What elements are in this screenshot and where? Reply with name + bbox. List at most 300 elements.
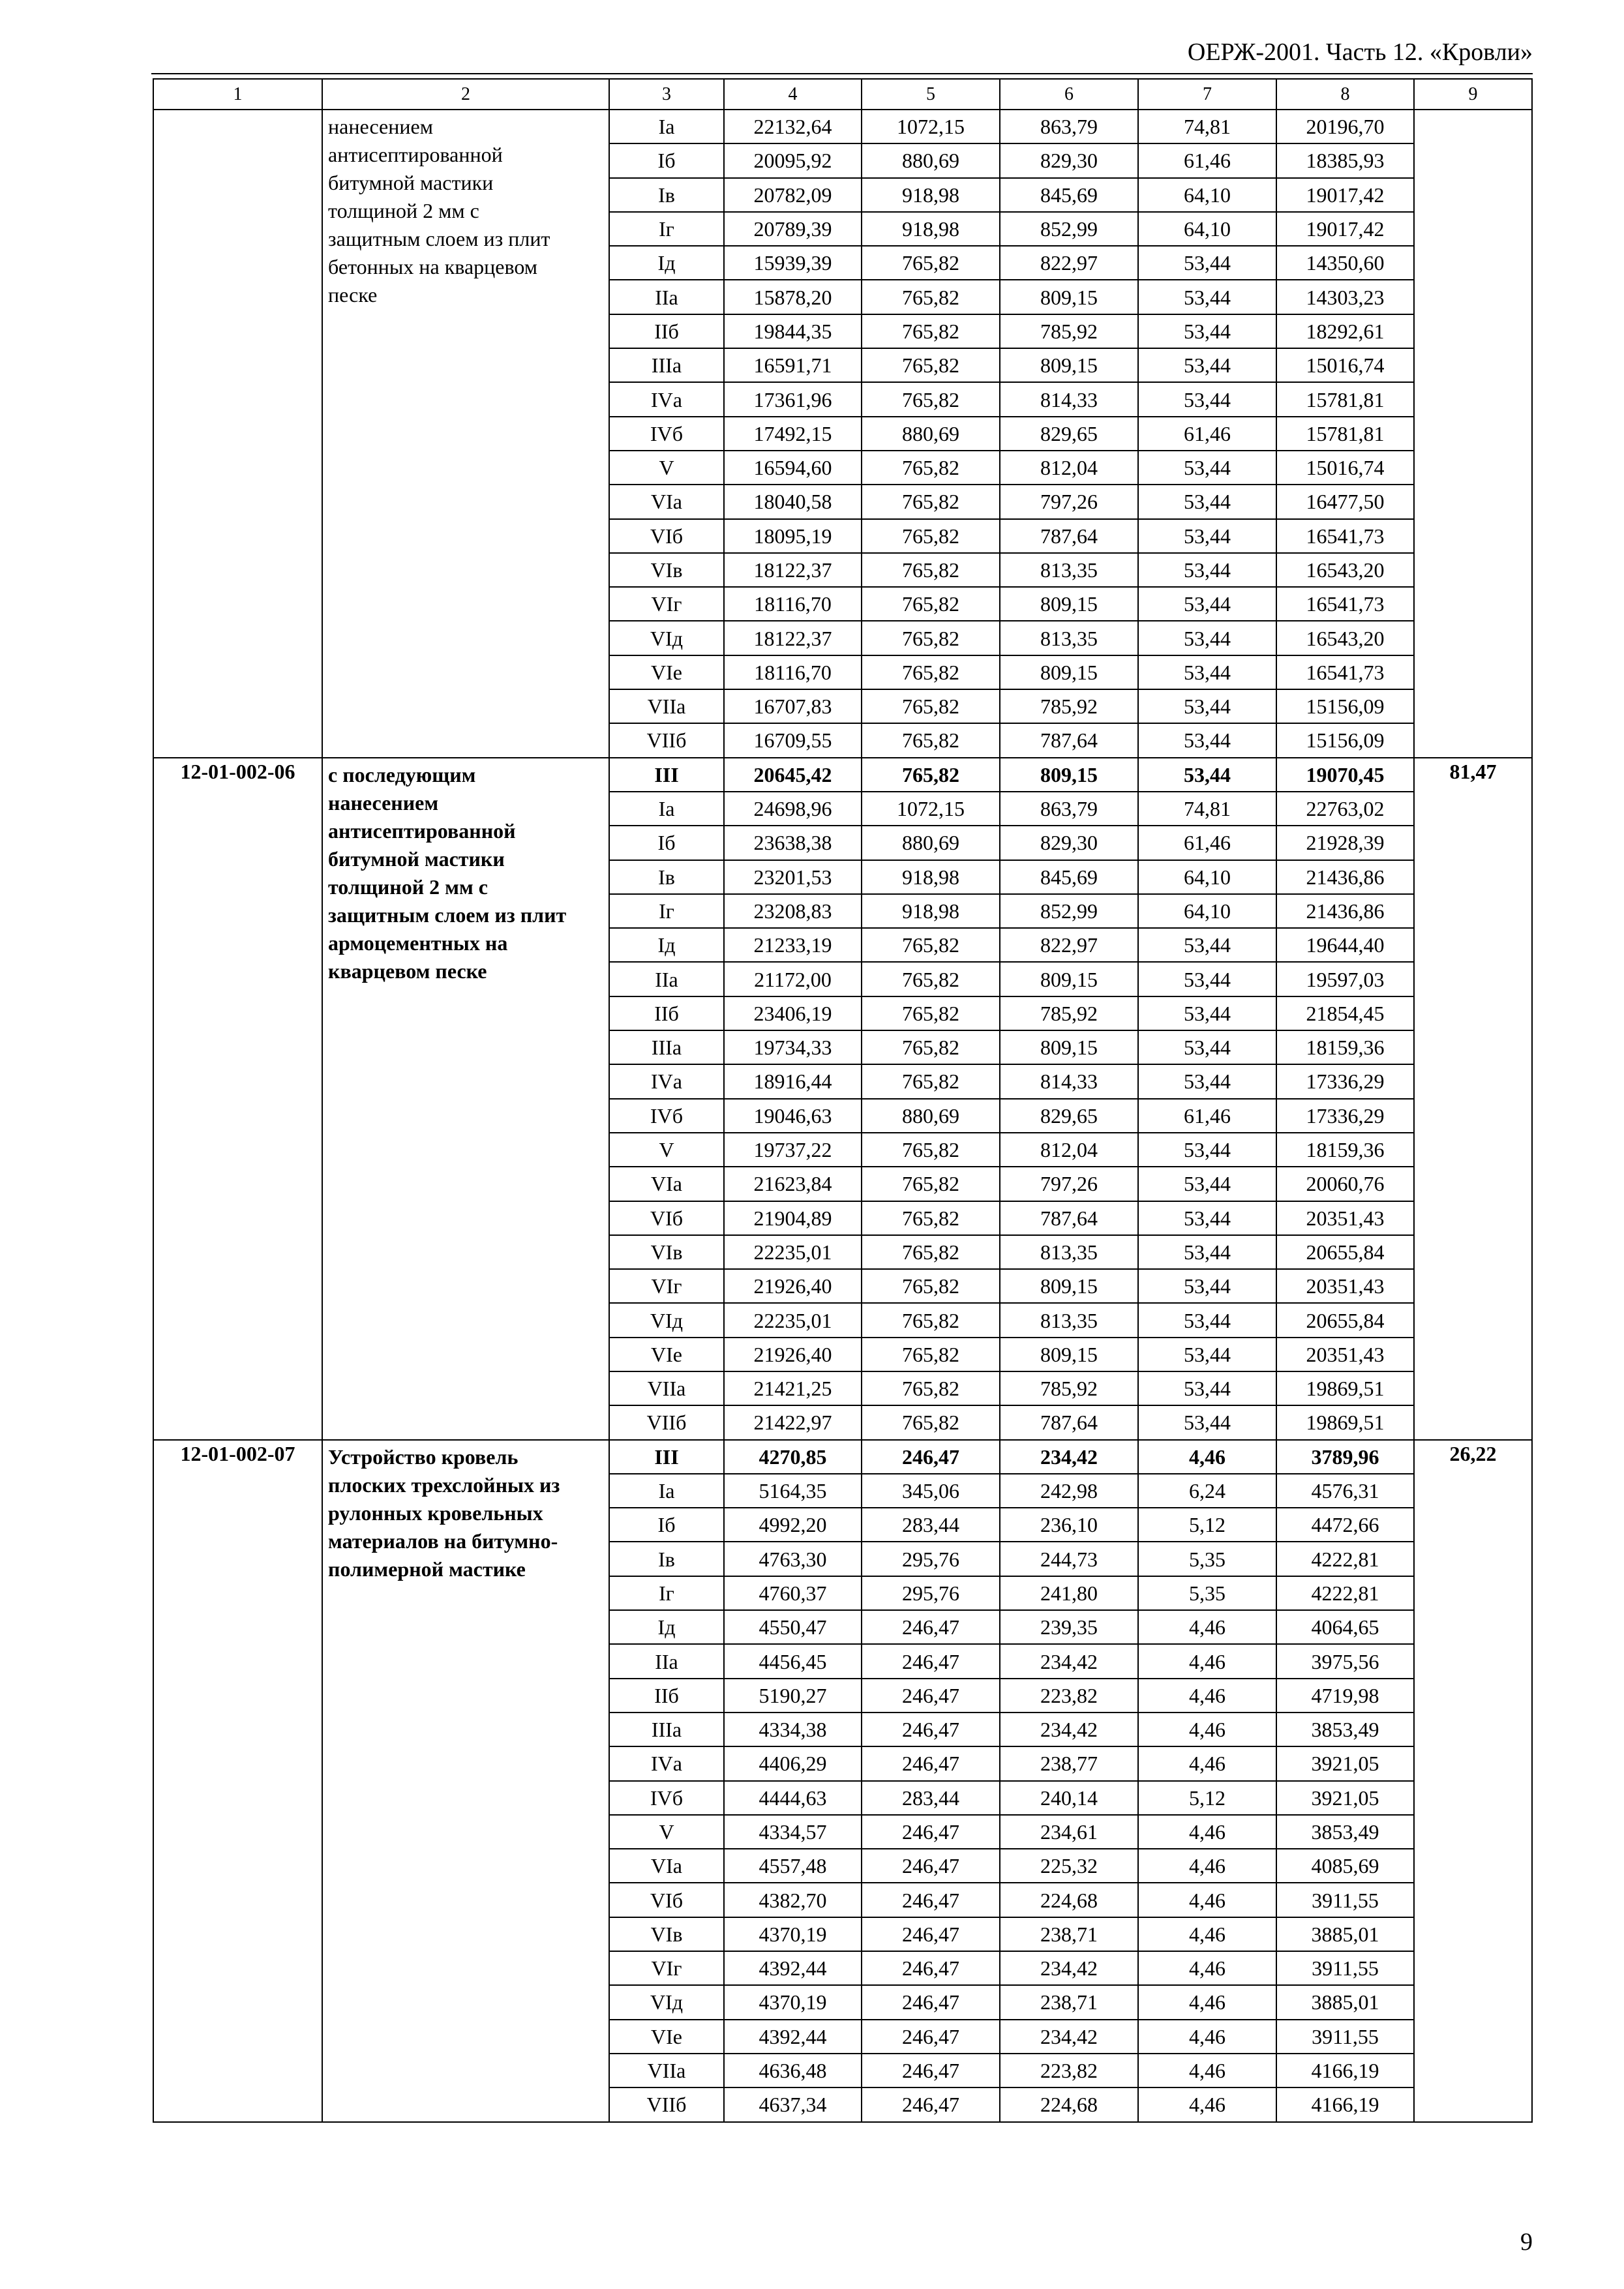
machines-cell: 242,98 — [1000, 1474, 1138, 1508]
machinists-wages-cell: 53,44 — [1138, 1338, 1276, 1371]
column-number: 9 — [1414, 79, 1532, 110]
total-cost-cell: 5190,27 — [724, 1679, 862, 1713]
total-cost-cell: 18916,44 — [724, 1064, 862, 1098]
wages-cell: 765,82 — [862, 723, 1000, 757]
materials-cell: 19017,42 — [1276, 212, 1414, 246]
wages-cell: 765,82 — [862, 382, 1000, 416]
total-cost-cell: 21172,00 — [724, 962, 862, 996]
materials-cell: 3911,55 — [1276, 1951, 1414, 1985]
zone-cell: VIIа — [609, 2054, 724, 2087]
wages-cell: 765,82 — [862, 689, 1000, 723]
zone-cell: IVа — [609, 1064, 724, 1098]
zone-cell: V — [609, 451, 724, 485]
machines-cell: 234,42 — [1000, 1644, 1138, 1678]
work-description: Устройство кровель плоских трехслойных из рулонных кровельных материалов на битумно- полимерной мастике — [322, 1440, 609, 2122]
machinists-wages-cell: 4,46 — [1138, 1917, 1276, 1951]
machinists-wages-cell: 53,44 — [1138, 314, 1276, 348]
materials-cell: 4222,81 — [1276, 1542, 1414, 1576]
materials-cell: 21436,86 — [1276, 894, 1414, 928]
machinists-wages-cell: 4,46 — [1138, 1610, 1276, 1644]
materials-cell: 20655,84 — [1276, 1303, 1414, 1337]
machines-cell: 785,92 — [1000, 689, 1138, 723]
zone-cell: Iд — [609, 1610, 724, 1644]
machines-cell: 236,10 — [1000, 1508, 1138, 1542]
labor-cost-cell: 26,22 — [1414, 1440, 1532, 2122]
materials-cell: 4719,98 — [1276, 1679, 1414, 1713]
machinists-wages-cell: 53,44 — [1138, 1064, 1276, 1098]
machinists-wages-cell: 53,44 — [1138, 723, 1276, 757]
wages-cell: 345,06 — [862, 1474, 1000, 1508]
wages-cell: 880,69 — [862, 417, 1000, 451]
machinists-wages-cell: 5,35 — [1138, 1542, 1276, 1576]
zone-cell: VIIб — [609, 2087, 724, 2121]
machines-cell: 244,73 — [1000, 1542, 1138, 1576]
wages-cell: 1072,15 — [862, 110, 1000, 143]
machinists-wages-cell: 61,46 — [1138, 826, 1276, 860]
total-cost-cell: 22235,01 — [724, 1303, 862, 1337]
materials-cell: 18159,36 — [1276, 1030, 1414, 1064]
machinists-wages-cell: 64,10 — [1138, 212, 1276, 246]
total-cost-cell: 4636,48 — [724, 2054, 862, 2087]
machines-cell: 814,33 — [1000, 1064, 1138, 1098]
wages-cell: 246,47 — [862, 1679, 1000, 1713]
zone-cell: VIе — [609, 655, 724, 689]
total-cost-cell: 17492,15 — [724, 417, 862, 451]
materials-cell: 19869,51 — [1276, 1405, 1414, 1439]
total-cost-cell: 5164,35 — [724, 1474, 862, 1508]
column-number: 6 — [1000, 79, 1138, 110]
zone-cell: VIе — [609, 1338, 724, 1371]
wages-cell: 246,47 — [862, 1985, 1000, 2019]
machines-cell: 223,82 — [1000, 1679, 1138, 1713]
materials-cell: 20351,43 — [1276, 1338, 1414, 1371]
total-cost-cell: 4406,29 — [724, 1746, 862, 1780]
total-cost-cell: 17361,96 — [724, 382, 862, 416]
machines-cell: 829,65 — [1000, 1099, 1138, 1133]
machines-cell: 809,15 — [1000, 1269, 1138, 1303]
zone-cell: IIб — [609, 314, 724, 348]
total-cost-cell: 19737,22 — [724, 1133, 862, 1167]
total-cost-cell: 4557,48 — [724, 1849, 862, 1883]
total-cost-cell: 21422,97 — [724, 1405, 862, 1439]
machinists-wages-cell: 53,44 — [1138, 1371, 1276, 1405]
zone-cell: IIIа — [609, 348, 724, 382]
total-cost-cell: 4392,44 — [724, 2020, 862, 2054]
wages-cell: 295,76 — [862, 1542, 1000, 1576]
column-number: 7 — [1138, 79, 1276, 110]
total-cost-cell: 21926,40 — [724, 1269, 862, 1303]
total-cost-cell: 4370,19 — [724, 1917, 862, 1951]
materials-cell: 4085,69 — [1276, 1849, 1414, 1883]
total-cost-cell: 18095,19 — [724, 519, 862, 553]
materials-cell: 19869,51 — [1276, 1371, 1414, 1405]
wages-cell: 918,98 — [862, 212, 1000, 246]
wages-cell: 880,69 — [862, 826, 1000, 860]
materials-cell: 15156,09 — [1276, 723, 1414, 757]
machinists-wages-cell: 53,44 — [1138, 382, 1276, 416]
wages-cell: 918,98 — [862, 894, 1000, 928]
machines-cell: 863,79 — [1000, 110, 1138, 143]
machines-cell: 809,15 — [1000, 280, 1138, 314]
zone-cell: Iд — [609, 246, 724, 280]
zone-cell: Iг — [609, 894, 724, 928]
machines-cell: 812,04 — [1000, 1133, 1138, 1167]
materials-cell: 14350,60 — [1276, 246, 1414, 280]
materials-cell: 3885,01 — [1276, 1917, 1414, 1951]
machines-cell: 785,92 — [1000, 996, 1138, 1030]
machinists-wages-cell: 53,44 — [1138, 928, 1276, 962]
machines-cell: 852,99 — [1000, 894, 1138, 928]
total-cost-cell: 4334,57 — [724, 1815, 862, 1849]
machinists-wages-cell: 53,44 — [1138, 485, 1276, 518]
rate-code: 12-01-002-07 — [153, 1440, 322, 2122]
machines-cell: 238,77 — [1000, 1746, 1138, 1780]
zone-cell: VIа — [609, 1849, 724, 1883]
wages-cell: 765,82 — [862, 1303, 1000, 1337]
zone-cell: VIе — [609, 2020, 724, 2054]
materials-cell: 16541,73 — [1276, 519, 1414, 553]
machinists-wages-cell: 4,46 — [1138, 1849, 1276, 1883]
total-cost-cell: 20645,42 — [724, 758, 862, 792]
zone-cell: Iд — [609, 928, 724, 962]
machinists-wages-cell: 5,12 — [1138, 1508, 1276, 1542]
column-number: 2 — [322, 79, 609, 110]
zone-cell: IVб — [609, 1099, 724, 1133]
machinists-wages-cell: 53,44 — [1138, 1235, 1276, 1269]
table-row — [153, 758, 1532, 792]
machines-cell: 238,71 — [1000, 1917, 1138, 1951]
total-cost-cell: 4270,85 — [724, 1440, 862, 1474]
materials-cell: 18385,93 — [1276, 143, 1414, 177]
total-cost-cell: 16594,60 — [724, 451, 862, 485]
materials-cell: 21436,86 — [1276, 860, 1414, 894]
machinists-wages-cell: 64,10 — [1138, 860, 1276, 894]
materials-cell: 3911,55 — [1276, 2020, 1414, 2054]
zone-cell: VIб — [609, 1201, 724, 1235]
column-number: 4 — [724, 79, 862, 110]
zone-cell: Iг — [609, 1576, 724, 1610]
machines-cell: 813,35 — [1000, 1235, 1138, 1269]
total-cost-cell: 16591,71 — [724, 348, 862, 382]
materials-cell: 3911,55 — [1276, 1883, 1414, 1917]
zone-cell: III — [609, 1440, 724, 1474]
materials-cell: 4166,19 — [1276, 2087, 1414, 2121]
zone-cell: VIг — [609, 1951, 724, 1985]
total-cost-cell: 19734,33 — [724, 1030, 862, 1064]
materials-cell: 16541,73 — [1276, 655, 1414, 689]
total-cost-cell: 20789,39 — [724, 212, 862, 246]
machines-cell: 863,79 — [1000, 792, 1138, 826]
work-description: нанесением антисептированной битумной мастики толщиной 2 мм с защитным слоем из плит бетонных на кварцевом песке — [322, 110, 609, 758]
total-cost-cell: 4763,30 — [724, 1542, 862, 1576]
wages-cell: 246,47 — [862, 1610, 1000, 1644]
machinists-wages-cell: 74,81 — [1138, 792, 1276, 826]
zone-cell: VIг — [609, 1269, 724, 1303]
zone-cell: VIа — [609, 485, 724, 518]
wages-cell: 246,47 — [862, 2054, 1000, 2087]
zone-cell: VIв — [609, 1235, 724, 1269]
zone-cell: IIIа — [609, 1030, 724, 1064]
zone-cell: IVб — [609, 417, 724, 451]
total-cost-cell: 4637,34 — [724, 2087, 862, 2121]
machines-cell: 797,26 — [1000, 485, 1138, 518]
machinists-wages-cell: 4,46 — [1138, 1440, 1276, 1474]
zone-cell: Iа — [609, 1474, 724, 1508]
materials-cell: 15156,09 — [1276, 689, 1414, 723]
machinists-wages-cell: 6,24 — [1138, 1474, 1276, 1508]
materials-cell: 19017,42 — [1276, 178, 1414, 212]
machines-cell: 845,69 — [1000, 178, 1138, 212]
wages-cell: 918,98 — [862, 860, 1000, 894]
labor-cost-cell — [1414, 110, 1532, 758]
zone-cell: Iв — [609, 1542, 724, 1576]
materials-cell: 18292,61 — [1276, 314, 1414, 348]
materials-cell: 3885,01 — [1276, 1985, 1414, 2019]
total-cost-cell: 22132,64 — [724, 110, 862, 143]
machines-cell: 224,68 — [1000, 1883, 1138, 1917]
machinists-wages-cell: 53,44 — [1138, 451, 1276, 485]
zone-cell: VIа — [609, 1167, 724, 1201]
total-cost-cell: 21926,40 — [724, 1338, 862, 1371]
wages-cell: 765,82 — [862, 348, 1000, 382]
wages-cell: 765,82 — [862, 314, 1000, 348]
zone-cell: VIIа — [609, 1371, 724, 1405]
machinists-wages-cell: 53,44 — [1138, 1167, 1276, 1201]
machines-cell: 813,35 — [1000, 1303, 1138, 1337]
wages-cell: 765,82 — [862, 928, 1000, 962]
wages-cell: 246,47 — [862, 1951, 1000, 1985]
zone-cell: VIIб — [609, 1405, 724, 1439]
machines-cell: 809,15 — [1000, 962, 1138, 996]
materials-cell: 20060,76 — [1276, 1167, 1414, 1201]
total-cost-cell: 18040,58 — [724, 485, 862, 518]
wages-cell: 765,82 — [862, 1269, 1000, 1303]
machinists-wages-cell: 53,44 — [1138, 1030, 1276, 1064]
wages-cell: 765,82 — [862, 1338, 1000, 1371]
rates-table — [153, 78, 1533, 2123]
total-cost-cell: 21904,89 — [724, 1201, 862, 1235]
total-cost-cell: 16707,83 — [724, 689, 862, 723]
zone-cell: III — [609, 758, 724, 792]
column-number: 3 — [609, 79, 724, 110]
labor-cost-cell: 81,47 — [1414, 758, 1532, 1440]
machines-cell: 239,35 — [1000, 1610, 1138, 1644]
zone-cell: Iа — [609, 110, 724, 143]
materials-cell: 21854,45 — [1276, 996, 1414, 1030]
materials-cell: 20655,84 — [1276, 1235, 1414, 1269]
wages-cell: 246,47 — [862, 2020, 1000, 2054]
machinists-wages-cell: 53,44 — [1138, 519, 1276, 553]
machinists-wages-cell: 53,44 — [1138, 1303, 1276, 1337]
machines-cell: 234,42 — [1000, 1713, 1138, 1746]
zone-cell: IVб — [609, 1781, 724, 1815]
zone-cell: IIа — [609, 962, 724, 996]
zone-cell: VIб — [609, 1883, 724, 1917]
zone-cell: V — [609, 1133, 724, 1167]
wages-cell: 765,82 — [862, 485, 1000, 518]
machinists-wages-cell: 53,44 — [1138, 1133, 1276, 1167]
wages-cell: 246,47 — [862, 1917, 1000, 1951]
wages-cell: 246,47 — [862, 1849, 1000, 1883]
machines-cell: 809,15 — [1000, 1338, 1138, 1371]
total-cost-cell: 4550,47 — [724, 1610, 862, 1644]
materials-cell: 15016,74 — [1276, 348, 1414, 382]
column-number: 1 — [153, 79, 322, 110]
materials-cell: 20351,43 — [1276, 1201, 1414, 1235]
machines-cell: 829,30 — [1000, 826, 1138, 860]
machinists-wages-cell: 5,35 — [1138, 1576, 1276, 1610]
machinists-wages-cell: 4,46 — [1138, 1815, 1276, 1849]
machines-cell: 785,92 — [1000, 314, 1138, 348]
machines-cell: 787,64 — [1000, 1201, 1138, 1235]
wages-cell: 765,82 — [862, 1405, 1000, 1439]
wages-cell: 283,44 — [862, 1508, 1000, 1542]
wages-cell: 765,82 — [862, 519, 1000, 553]
machinists-wages-cell: 61,46 — [1138, 417, 1276, 451]
zone-cell: V — [609, 1815, 724, 1849]
machinists-wages-cell: 53,44 — [1138, 1269, 1276, 1303]
wages-cell: 765,82 — [862, 621, 1000, 655]
total-cost-cell: 4456,45 — [724, 1644, 862, 1678]
wages-cell: 246,47 — [862, 1644, 1000, 1678]
zone-cell: VIIб — [609, 723, 724, 757]
machinists-wages-cell: 53,44 — [1138, 758, 1276, 792]
machines-cell: 787,64 — [1000, 1405, 1138, 1439]
wages-cell: 246,47 — [862, 1746, 1000, 1780]
machinists-wages-cell: 53,44 — [1138, 348, 1276, 382]
machines-cell: 812,04 — [1000, 451, 1138, 485]
wages-cell: 765,82 — [862, 758, 1000, 792]
zone-cell: VIв — [609, 553, 724, 587]
machinists-wages-cell: 53,44 — [1138, 655, 1276, 689]
materials-cell: 3789,96 — [1276, 1440, 1414, 1474]
zone-cell: VIв — [609, 1917, 724, 1951]
machinists-wages-cell: 64,10 — [1138, 178, 1276, 212]
zone-cell: VIб — [609, 519, 724, 553]
wages-cell: 765,82 — [862, 451, 1000, 485]
machinists-wages-cell: 53,44 — [1138, 280, 1276, 314]
wages-cell: 765,82 — [862, 1133, 1000, 1167]
zone-cell: VIг — [609, 587, 724, 621]
materials-cell: 19070,45 — [1276, 758, 1414, 792]
materials-cell: 16541,73 — [1276, 587, 1414, 621]
materials-cell: 4576,31 — [1276, 1474, 1414, 1508]
materials-cell: 3921,05 — [1276, 1746, 1414, 1780]
total-cost-cell: 4444,63 — [724, 1781, 862, 1815]
machinists-wages-cell: 53,44 — [1138, 689, 1276, 723]
materials-cell: 4166,19 — [1276, 2054, 1414, 2087]
wages-cell: 765,82 — [862, 996, 1000, 1030]
materials-cell: 4064,65 — [1276, 1610, 1414, 1644]
wages-cell: 246,47 — [862, 2087, 1000, 2121]
machines-cell: 234,42 — [1000, 2020, 1138, 2054]
total-cost-cell: 4334,38 — [724, 1713, 862, 1746]
materials-cell: 14303,23 — [1276, 280, 1414, 314]
machinists-wages-cell: 53,44 — [1138, 1201, 1276, 1235]
materials-cell: 19597,03 — [1276, 962, 1414, 996]
materials-cell: 22763,02 — [1276, 792, 1414, 826]
machines-cell: 234,42 — [1000, 1440, 1138, 1474]
machinists-wages-cell: 4,46 — [1138, 1746, 1276, 1780]
total-cost-cell: 20095,92 — [724, 143, 862, 177]
zone-cell: IVа — [609, 1746, 724, 1780]
machines-cell: 809,15 — [1000, 655, 1138, 689]
materials-cell: 4472,66 — [1276, 1508, 1414, 1542]
total-cost-cell: 19844,35 — [724, 314, 862, 348]
machines-cell: 829,30 — [1000, 143, 1138, 177]
machines-cell: 240,14 — [1000, 1781, 1138, 1815]
machines-cell: 225,32 — [1000, 1849, 1138, 1883]
total-cost-cell: 4760,37 — [724, 1576, 862, 1610]
machinists-wages-cell: 53,44 — [1138, 621, 1276, 655]
zone-cell: VIд — [609, 1985, 724, 2019]
machines-cell: 223,82 — [1000, 2054, 1138, 2087]
zone-cell: VIIа — [609, 689, 724, 723]
zone-cell: Iг — [609, 212, 724, 246]
header-divider — [151, 73, 1533, 74]
machines-cell: 822,97 — [1000, 928, 1138, 962]
zone-cell: Iб — [609, 1508, 724, 1542]
rate-code: 12-01-002-06 — [153, 758, 322, 1440]
work-description: с последующим нанесением антисептированной битумной мастики толщиной 2 мм с защитным слоем из плит армоцементных на кварцевом песке — [322, 758, 609, 1440]
rates-table-body — [153, 79, 1532, 2122]
wages-cell: 765,82 — [862, 1235, 1000, 1269]
machines-cell: 809,15 — [1000, 1030, 1138, 1064]
materials-cell: 15016,74 — [1276, 451, 1414, 485]
wages-cell: 765,82 — [862, 1064, 1000, 1098]
wages-cell: 246,47 — [862, 1815, 1000, 1849]
machines-cell: 829,65 — [1000, 417, 1138, 451]
materials-cell: 16543,20 — [1276, 553, 1414, 587]
wages-cell: 765,82 — [862, 280, 1000, 314]
machinists-wages-cell: 4,46 — [1138, 1883, 1276, 1917]
machines-cell: 809,15 — [1000, 587, 1138, 621]
materials-cell: 3853,49 — [1276, 1713, 1414, 1746]
rate-code — [153, 110, 322, 758]
machinists-wages-cell: 4,46 — [1138, 1985, 1276, 2019]
materials-cell: 20196,70 — [1276, 110, 1414, 143]
materials-cell: 15781,81 — [1276, 417, 1414, 451]
machinists-wages-cell: 64,10 — [1138, 894, 1276, 928]
total-cost-cell: 21623,84 — [724, 1167, 862, 1201]
total-cost-cell: 20782,09 — [724, 178, 862, 212]
page-number: 9 — [1520, 2228, 1533, 2256]
materials-cell: 15781,81 — [1276, 382, 1414, 416]
machinists-wages-cell: 53,44 — [1138, 587, 1276, 621]
machines-cell: 787,64 — [1000, 723, 1138, 757]
wages-cell: 880,69 — [862, 1099, 1000, 1133]
total-cost-cell: 4370,19 — [724, 1985, 862, 2019]
machinists-wages-cell: 53,44 — [1138, 246, 1276, 280]
total-cost-cell: 23201,53 — [724, 860, 862, 894]
materials-cell: 4222,81 — [1276, 1576, 1414, 1610]
zone-cell: IIа — [609, 280, 724, 314]
materials-cell: 17336,29 — [1276, 1099, 1414, 1133]
machines-cell: 234,61 — [1000, 1815, 1138, 1849]
machinists-wages-cell: 4,46 — [1138, 2054, 1276, 2087]
zone-cell: VIд — [609, 621, 724, 655]
machines-cell: 852,99 — [1000, 212, 1138, 246]
total-cost-cell: 23406,19 — [724, 996, 862, 1030]
machinists-wages-cell: 4,46 — [1138, 1644, 1276, 1678]
machines-cell: 785,92 — [1000, 1371, 1138, 1405]
total-cost-cell: 24698,96 — [724, 792, 862, 826]
machines-cell: 813,35 — [1000, 621, 1138, 655]
materials-cell: 18159,36 — [1276, 1133, 1414, 1167]
machines-cell: 845,69 — [1000, 860, 1138, 894]
zone-cell: Iв — [609, 860, 724, 894]
total-cost-cell: 4382,70 — [724, 1883, 862, 1917]
